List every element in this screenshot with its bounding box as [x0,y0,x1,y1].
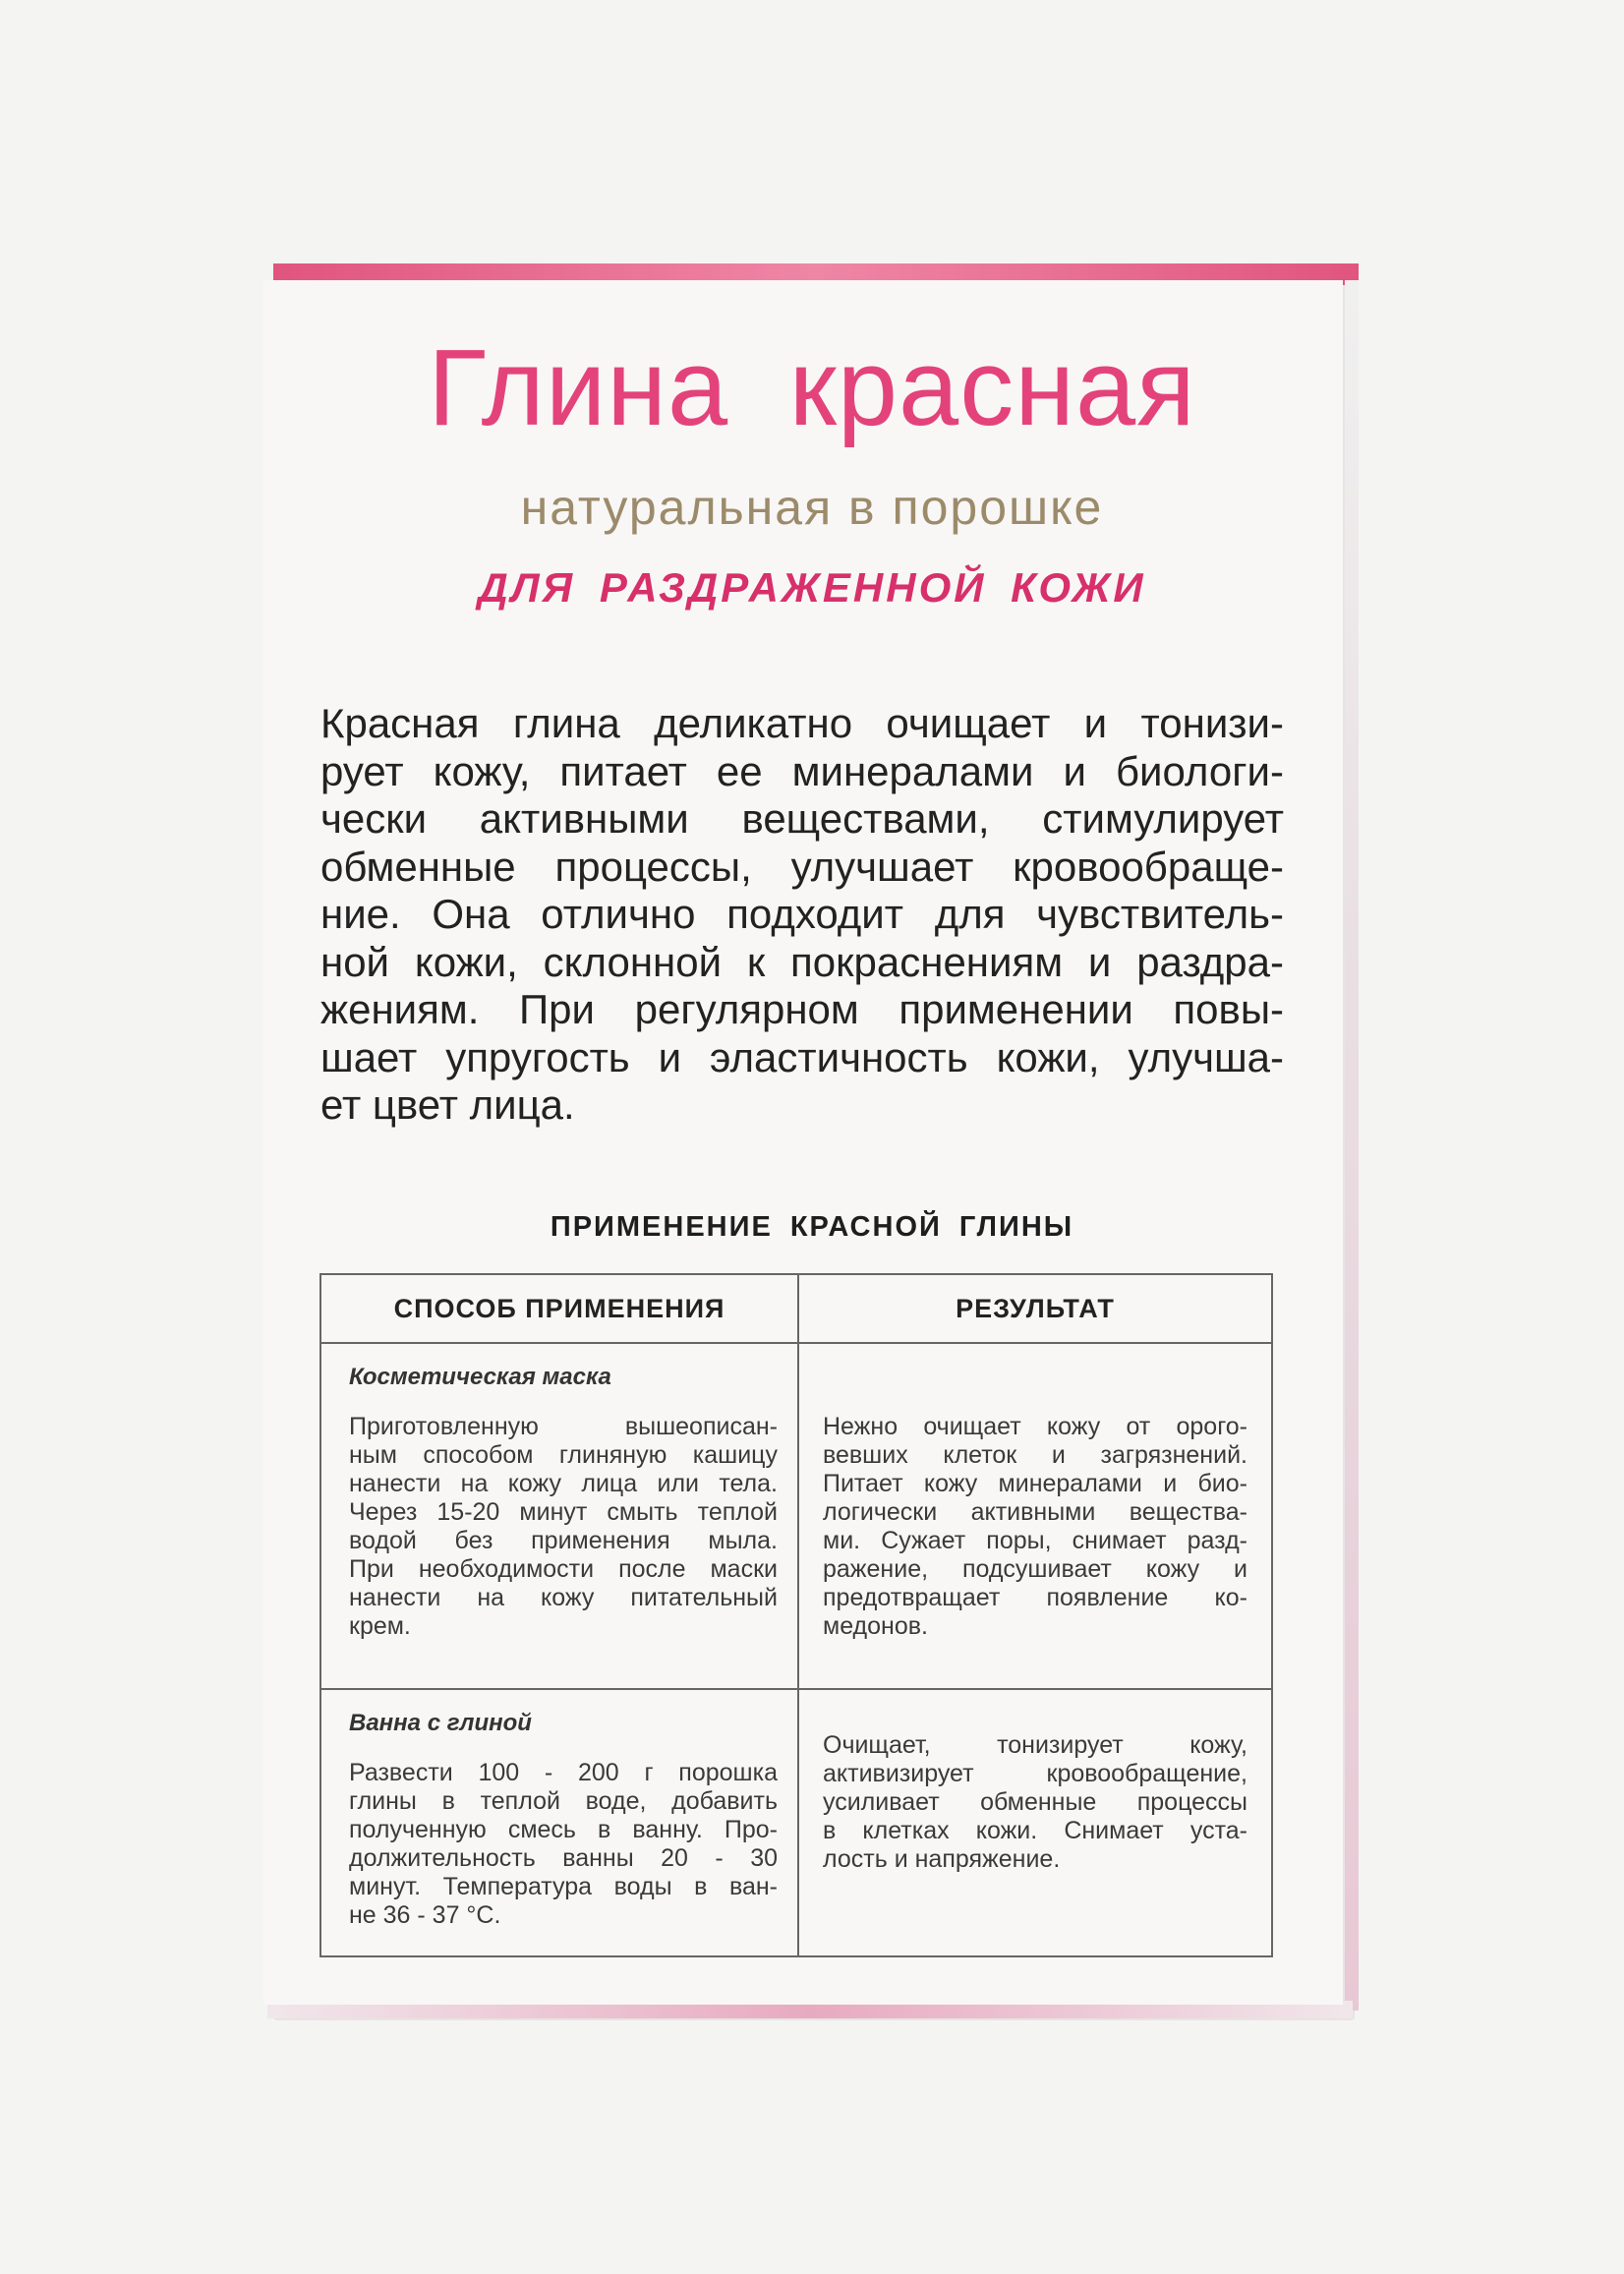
table-row [320,1343,1272,1689]
column-header-result: РЕЗУЛЬТАТ [798,1274,1272,1343]
result-line: в клетках кожи. Снимает уста- [823,1817,1247,1844]
result-line: ражение, подсушивает кожу и [823,1555,1247,1583]
result-line: ми. Сужает поры, снимает разд- [823,1527,1247,1554]
description-line: чески активными веществами, стимулирует [320,795,1284,842]
result-text [823,1731,1247,1874]
result-cell [798,1343,1272,1689]
method-line: не 36 - 37 °С. [349,1901,501,1929]
description-line: ет цвет лица. [320,1081,575,1128]
description-line: шает упругость и эластичность кожи, улучша- [320,1033,1284,1080]
method-title: Ванна с глиной [349,1710,532,1736]
description-line: ной кожи, склонной к покраснениям и раздра- [320,938,1284,985]
description-line: жениям. При регулярном применении повы- [320,986,1284,1032]
description-line: обменные процессы, улучшает кровообраще- [320,843,1284,890]
method-line: ным способом глиняную кашицу [349,1441,778,1469]
result-cell [798,1689,1272,1956]
method-line: минут. Температура воды в ван- [349,1873,778,1900]
usage-table [319,1273,1273,1957]
result-line: активизирует кровообращение, [823,1760,1247,1787]
method-line: нанести на кожу питательный [349,1584,778,1611]
method-cell [320,1343,798,1689]
method-line: При необходимости после маски [349,1555,778,1583]
method-line: полученную смесь в ванну. Про- [349,1816,778,1843]
column-header-method: СПОСОБ ПРИМЕНЕНИЯ [320,1274,798,1343]
method-line: нанести на кожу лица или тела. [349,1470,778,1497]
method-line: Через 15-20 минут смыть теплой [349,1498,778,1526]
method-text [349,1413,778,1641]
product-subtitle: натуральная в порошке [520,480,1104,535]
table-row [320,1689,1272,1956]
method-title: Косметическая маска [349,1364,611,1390]
result-line: вевших клеток и загрязнений. [823,1441,1247,1469]
result-line: Очищает, тонизирует кожу, [823,1731,1247,1759]
method-cell [320,1689,798,1956]
result-line: логически активными вещества- [823,1498,1247,1526]
usage-table-heading: ПРИМЕНЕНИЕ КРАСНОЙ ГЛИНЫ [550,1211,1074,1243]
result-line: Нежно очищает кожу от орого- [823,1413,1247,1440]
product-tagline: ДЛЯ РАЗДРАЖЕННОЙ КОЖИ [478,564,1146,611]
description-line: ние. Она отлично подходит для чувствитель- [320,891,1284,937]
method-text [349,1759,778,1930]
result-line: предотвращает появление ко- [823,1584,1247,1611]
method-line: водой без применения мыла. [349,1527,778,1554]
method-line: глины в теплой воде, добавить [349,1787,778,1815]
package-right-edge [1345,280,1359,2011]
result-line: усиливает обменные процессы [823,1788,1247,1816]
description-line: рует кожу, питает ее минералами и биологи- [320,747,1284,794]
result-line: Питает кожу минералами и био- [823,1470,1247,1497]
product-description [320,700,1284,1130]
description-line: Красная глина деликатно очищает и тонизи- [320,700,1284,746]
method-line: крем. [349,1612,411,1640]
method-line: Развести 100 - 200 г порошка [349,1759,778,1786]
result-line: медонов. [823,1612,928,1640]
method-line: должительность ванны 20 - 30 [349,1844,778,1872]
method-line: Приготовленную вышеописан- [349,1413,778,1440]
product-title: Глина красная [428,327,1196,448]
result-line: лость и напряжение. [823,1845,1061,1873]
usage-table-header-row [320,1274,1272,1343]
result-text [823,1413,1247,1641]
